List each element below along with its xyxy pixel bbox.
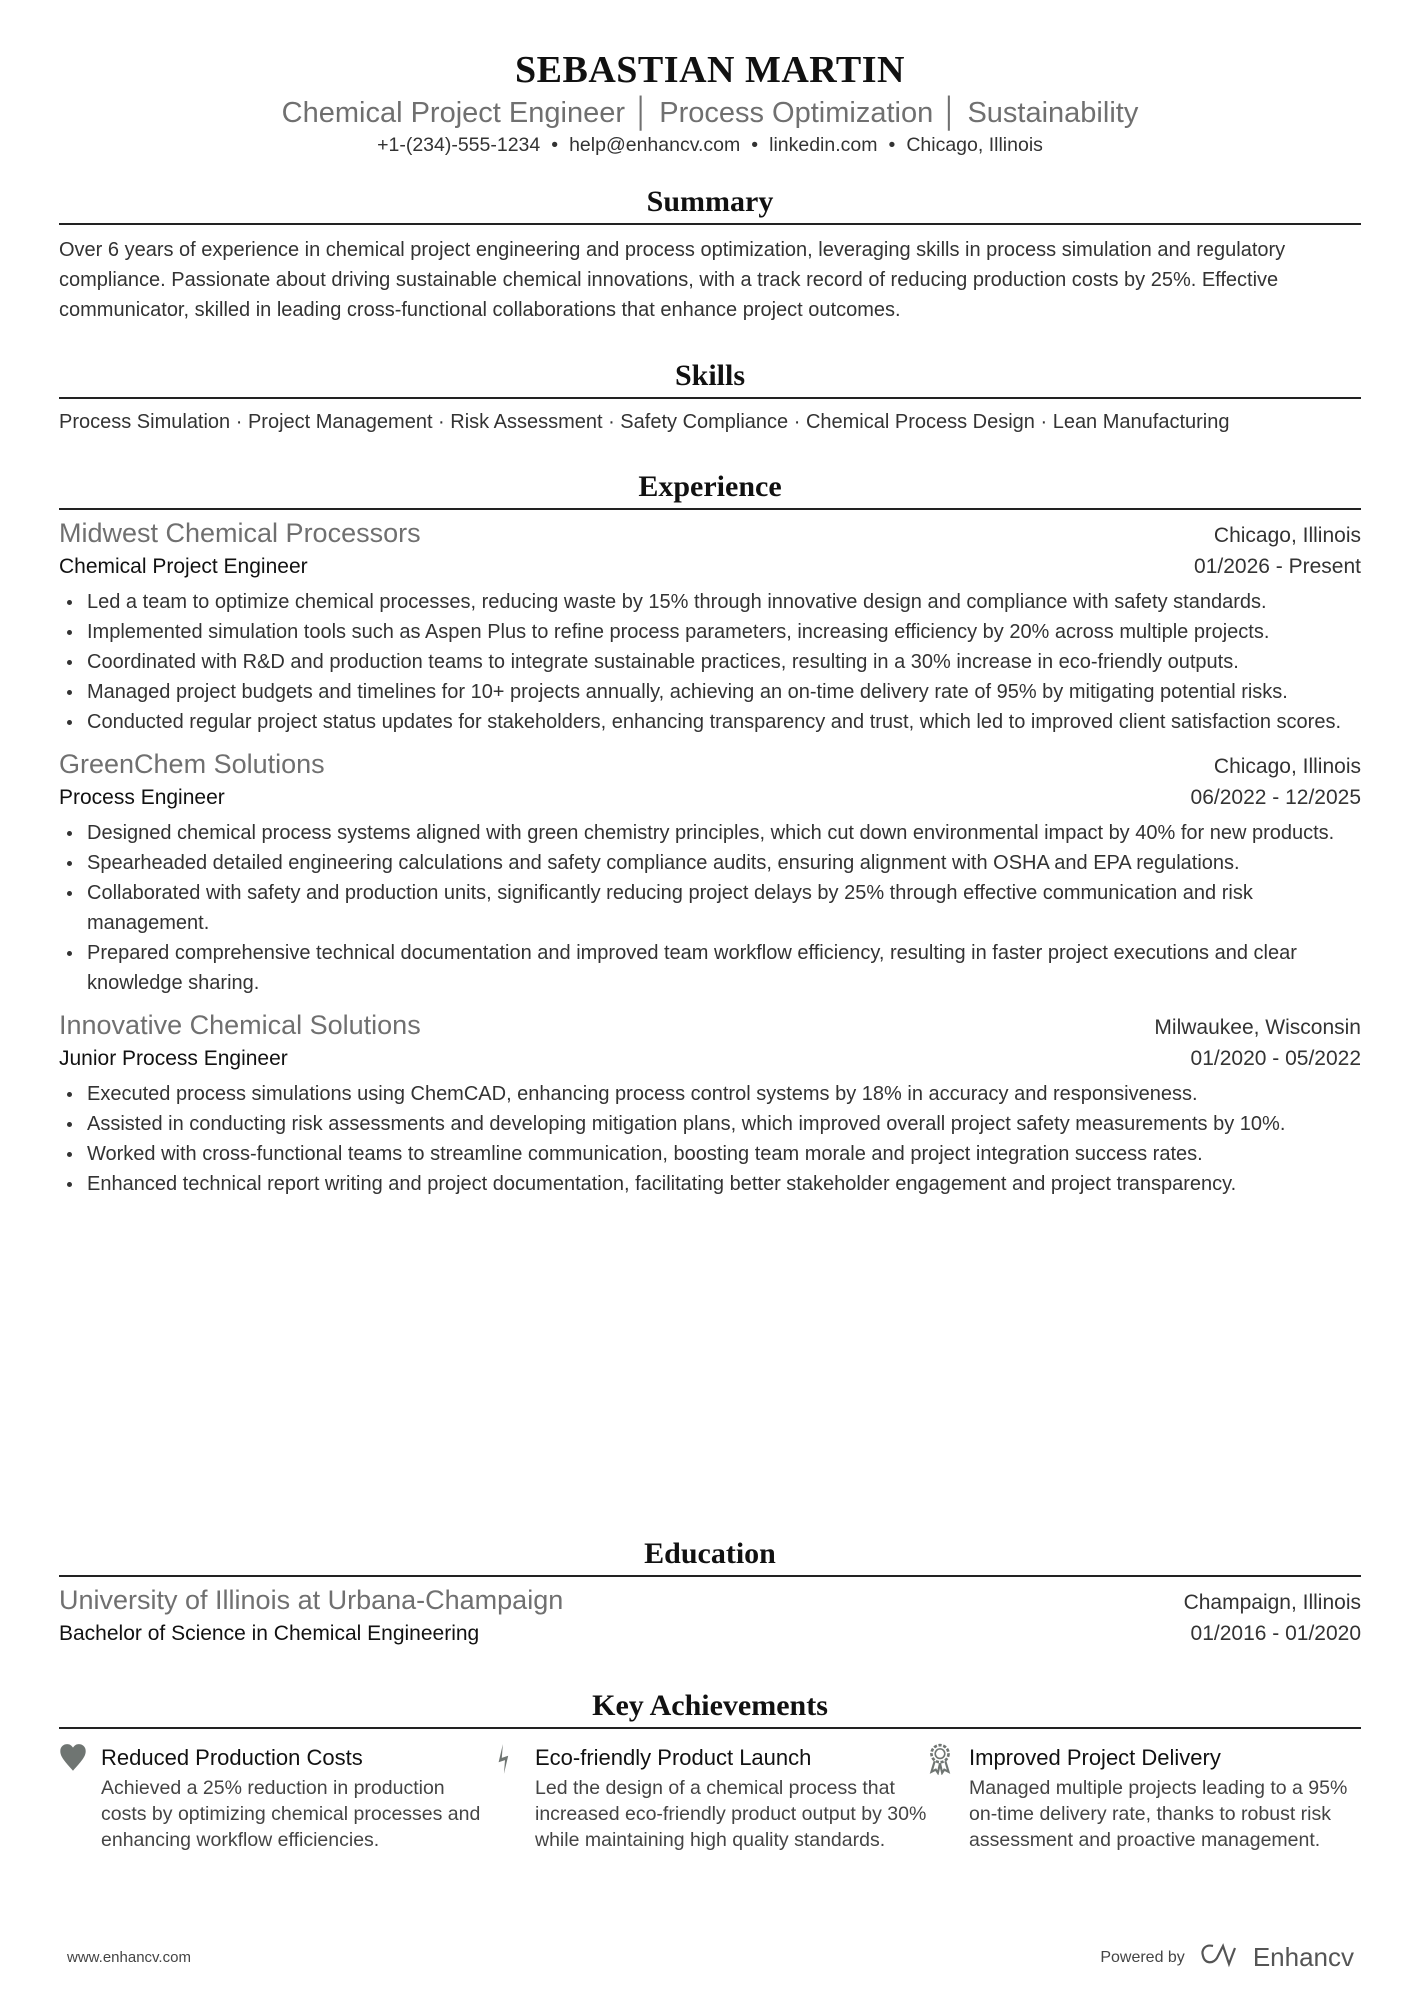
section-title: Education [644,1537,776,1570]
divider [59,223,1361,225]
email-link[interactable]: help@enhancv.com [569,134,741,156]
job-entry [59,518,1361,737]
job-bullet: Coordinated with R&D and production teams to integrate sustainable practices, resulting in a 30% increase in eco-friendly outputs. [59,647,1361,677]
contact-info [59,134,1361,157]
separator: • [551,134,559,156]
powered-by [1100,1942,1354,1973]
phone: +1-(234)-555-1234 [377,134,541,156]
candidate-name: SEBASTIAN MARTIN [515,49,905,91]
headline: Chemical Project Engineer │ Process Optimization │ Sustainability [281,97,1139,129]
school-location: Champaign, Illinois [1183,1591,1361,1614]
job-bullet: Implemented simulation tools such as Aspen Plus to refine process parameters, increasing efficiency by 20% across multiple projects. [59,617,1361,647]
award-medal-icon [927,1743,969,1853]
job-location: Milwaukee, Wisconsin [1154,1016,1361,1039]
education-entry [59,1585,1361,1646]
summary-section [59,185,1361,325]
company-name: GreenChem Solutions [59,749,325,779]
location: Chicago, Illinois [906,134,1043,156]
job-bullet: Designed chemical process systems aligned with green chemistry principles, which cut down environmental impact by 40% for new products. [59,818,1361,848]
job-bullet: Conducted regular project status updates for stakeholders, enhancing transparency and trust, which led to improved client satisfaction scores. [59,707,1361,737]
achievement-title: Improved Project Delivery [969,1745,1221,1770]
job-bullet: Executed process simulations using ChemCAD, enhancing process control systems by 18% in accuracy and responsiveness. [59,1079,1361,1109]
job-bullet: Assisted in conducting risk assessments and developing mitigation plans, which improved overall project safety measurements by 10%. [59,1109,1361,1139]
enhancv-logo-icon [1199,1942,1239,1973]
job-entry [59,749,1361,998]
job-bullet: Spearheaded detailed engineering calculations and safety compliance audits, ensuring alignment with OSHA and EPA regulations. [59,848,1361,878]
achievement-description: Managed multiple projects leading to a 95% on-time delivery rate, thanks to robust risk assessment and proactive management. [969,1777,1348,1851]
achievement-title: Eco-friendly Product Launch [535,1745,812,1770]
divider [59,397,1361,399]
education-dates: 01/2016 - 01/2020 [1190,1622,1361,1645]
divider [59,1575,1361,1577]
job-bullets [59,1079,1361,1199]
achievement-description: Led the design of a chemical process that increased eco-friendly product output by 30% while maintaining high quality standards. [535,1777,927,1851]
achievement-item [927,1743,1361,1853]
job-bullet: Led a team to optimize chemical processes, reducing waste by 15% through innovative design and compliance with safety standards. [59,587,1361,617]
achievement-title: Reduced Production Costs [101,1745,363,1770]
section-title: Key Achievements [592,1689,828,1722]
degree: Bachelor of Science in Chemical Engineering [59,1622,480,1645]
section-title: Experience [638,470,782,503]
company-name: Innovative Chemical Solutions [59,1010,421,1040]
job-dates: 06/2022 - 12/2025 [1190,786,1361,809]
job-entry [59,1010,1361,1199]
achievement-item [59,1743,493,1853]
job-bullet: Worked with cross-functional teams to streamline communication, boosting team morale and project integration success rates. [59,1139,1361,1169]
job-title: Junior Process Engineer [59,1047,288,1070]
skills-list: Process Simulation · Project Management · Risk Assessment · Safety Compliance · Chemical Process Design · Lean Manufacturing [59,411,1230,433]
job-bullet: Collaborated with safety and production units, significantly reducing project delays by 25% through effective communication and risk management. [59,878,1361,938]
achievement-item [493,1743,927,1853]
achievements-section [59,1689,1361,1853]
lightning-icon [493,1743,535,1853]
website-link[interactable]: www.enhancv.com [67,1949,191,1966]
job-dates: 01/2026 - Present [1194,555,1361,578]
job-title: Chemical Project Engineer [59,555,308,578]
company-name: Midwest Chemical Processors [59,518,421,548]
job-list [59,518,1361,1199]
school-name: University of Illinois at Urbana-Champaign [59,1585,564,1615]
divider [59,1727,1361,1729]
separator: • [888,134,896,156]
job-bullets [59,818,1361,998]
job-bullet: Managed project budgets and timelines for 10+ projects annually, achieving an on-time delivery rate of 95% by mitigating potential risks. [59,677,1361,707]
experience-section [59,470,1361,1199]
job-location: Chicago, Illinois [1213,755,1361,778]
separator: • [751,134,759,156]
section-title: Summary [646,185,774,218]
job-bullet: Enhanced technical report writing and project documentation, facilitating better stakeholder engagement and project transparency. [59,1169,1361,1199]
linkedin-link[interactable]: linkedin.com [769,134,878,156]
job-bullet: Prepared comprehensive technical documentation and improved team workflow efficiency, resulting in faster project executions and clear knowledge sharing. [59,938,1361,998]
heart-icon [59,1743,101,1853]
education-section [59,1537,1361,1646]
job-dates: 01/2020 - 05/2022 [1190,1047,1361,1070]
powered-by-label: Powered by [1100,1948,1185,1966]
divider [59,508,1361,510]
achievement-description: Achieved a 25% reduction in production costs by optimizing chemical processes and enhancing workflow efficiencies. [101,1777,481,1851]
job-location: Chicago, Illinois [1213,524,1361,547]
brand-name[interactable]: Enhancv [1252,1942,1354,1972]
job-bullets [59,587,1361,737]
job-title: Process Engineer [59,786,225,809]
summary-text: Over 6 years of experience in chemical project engineering and process optimization, leveraging skills in process simulation and regulatory compliance. Passionate about driving sustainable chemical innovations, with a track record of reducing production costs by 25%. Effective communicator, skilled in leading cross-functional collaborations that enhance project outcomes. [59,239,1286,321]
section-title: Skills [674,359,746,392]
skills-section [59,359,1361,434]
